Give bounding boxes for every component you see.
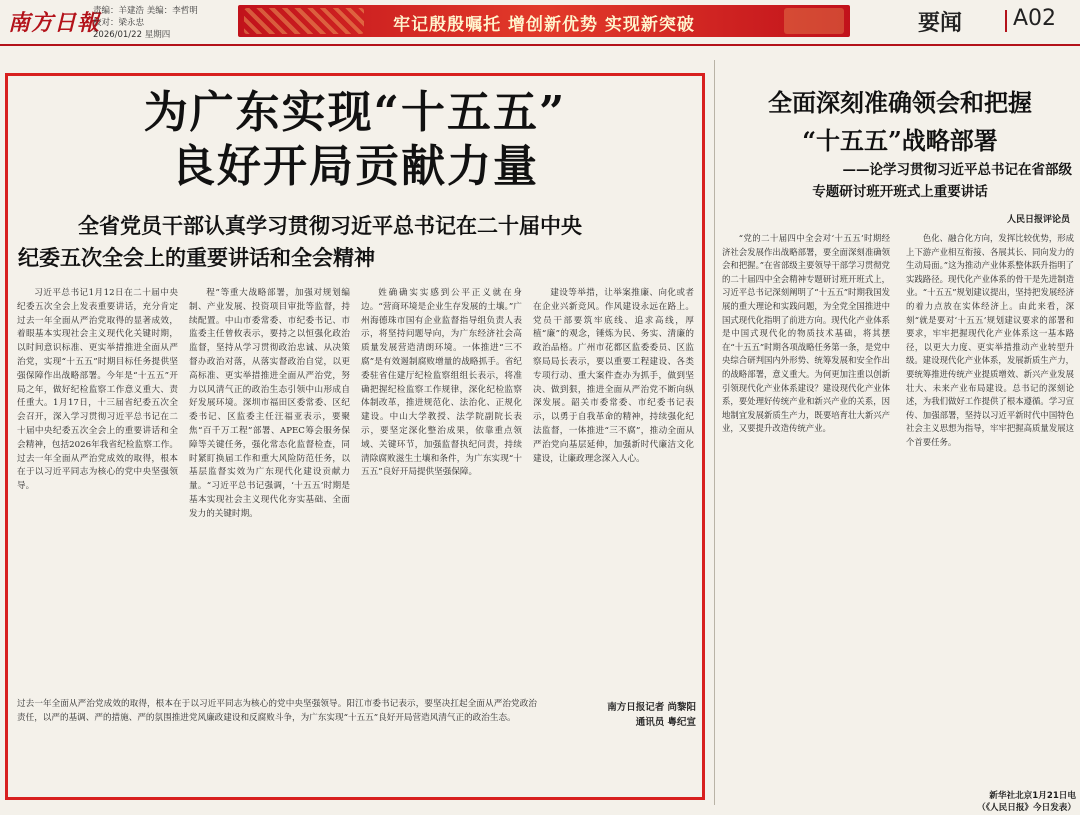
right-column-1-text: “党的二十届四中全会对‘十五五’时期经济社会发展作出战略部署，要全面深刻准确领会和把握。”在省部级主要领导干部学习贯彻党的二十届四中全会精神专题研讨班开班式上，习近平总书记深刻阐明了“十五五”时期我国发展的重大理论和实践问题，为全党全国推进中国式现代化指明了前进方向。现代化产业体系是中国式现代化的物质技术基础，将其摆在“十五五”时期各项战略任务第一条，是党中央综合研判国内外形势、统筹发展和安全作出的战略部署，意义重大。为何更加注重以创新引领现代化产业体系建设？建设现代化产业体系，要处理好传统产业和新兴产业的关系，因地制宜发展新质生产力，既要培育壮大新兴产业，又要提升改造传统产业。 <box>722 233 890 434</box>
lead-column-1-text: 习近平总书记1月12日在二十届中央纪委五次全会上发表重要讲话，充分肯定过去一年全面从严治党取得的显著成效，着眼基本实现社会主义现代化关键时期，以时间意识标准、更实举措推进全面从严治党，实现“十五五”时期目标任务提供坚强保障作出战略部署。今年是“十五五”开局之年，做好纪检监察工作意义重大、责任重大。1月17日，十三届省纪委五次全会召开，深入学习贯彻习近平总书记在二十届中央纪委五次全会上的重要讲话和全会精神，包括2026年我省纪检监察工作。过去一年全面从严治党成效的取得，根本在于以习近平同志为核心的党中央坚强领导。 <box>17 288 178 492</box>
lead-column-4-text: 建设等举措，让举案推廉、向化或者在企业兴新竞风。作风建设永远在路上。党员干部要筑牢底线、追求高线，厚植“廉”的观念，锤炼为民、务实、清廉的政治品格。广州市花都区监委委员、区监察局局长表示，要以重要工程建设、各类专项行动、重大案件查办为抓手，做到坚决、做到狠，推进全面从严治党不断向纵深发展。韶关市委常委、市纪委书记表示，以勇于自我革命的精神，持续强化纪法监督，一体推进“三不腐”，推动全面从严治党向基层延伸，加强新时代廉洁文化建设，让廉政理念深入人心。 <box>533 288 694 464</box>
right-credit-line2: （《人民日报》今日发表） <box>977 803 1076 813</box>
lead-column-2 <box>189 287 350 697</box>
lead-column-3-text: 姓确确实实感到公平正义就在身边。“营商环境是企业生存发展的土壤。”广州海德珠市国有企业监督指导组负责人表示，将坚持问题导向，为广东经济社会高质量发展营造清朗环境。一体推进“三不腐”是有效遏制腐败增量的战略抓手。省纪委驻省住建厅纪检监察组组长表示，将准确把握纪检监察工作规律，深化纪检监察体制改革，推进规范化、法治化、正规化建设。中山大学教授、法学院副院长表示，要坚定深化整治成果，依靠重点领域、关键环节，加强监督执纪问责，持续清除腐败滋生土壤和条件，为广东实现“十五五”良好开局提供坚强保障。 <box>361 288 522 478</box>
right-column-2 <box>906 232 1074 792</box>
proof-line: 校对：梁永忠 <box>93 18 145 28</box>
column-divider <box>714 60 715 805</box>
lead-bottom-text: 过去一年全面从严治党成效的取得，根本在于以习近平同志为核心的党中央坚强领导。阳江市委书记表示，要坚决扛起全面从严治党政治责任，以严的基调、严的措施、严的氛围推进党风廉政建设和反腐败斗争，为广东实现“十五五”良好开局营造风清气正的政治生态。 <box>17 699 537 723</box>
lead-headline <box>20 86 690 194</box>
right-credit-line1: 新华社北京1月21日电 <box>989 791 1076 801</box>
right-author: 人民日报评论员 <box>1006 215 1070 225</box>
lead-subhead-line2: 纪委五次全会上的重要讲话和全会精神 <box>18 245 375 270</box>
lead-byline <box>546 700 696 730</box>
lead-column-3 <box>361 287 522 697</box>
page-separator <box>1005 10 1007 32</box>
section-title: 要闻 <box>918 11 963 36</box>
slogan-banner <box>238 5 850 37</box>
right-headline-line2: “十五五”战略部署 <box>802 126 998 155</box>
right-body <box>722 232 1078 792</box>
lead-byline-reporter: 南方日报记者 尚黎阳 <box>607 702 696 713</box>
slogan-text: 牢记殷殷嘱托 增创新优势 实现新突破 <box>393 15 695 35</box>
issue-date: 2026/01/22 星期四 <box>93 30 171 40</box>
right-credit <box>940 790 1076 814</box>
page-number: A02 <box>1013 6 1057 31</box>
right-column-1 <box>722 232 890 792</box>
lead-body <box>17 287 697 697</box>
edition-meta <box>93 5 198 41</box>
lead-column-2-text: 程”等重大战略部署，加强对规划编制、产业发展、投资项目审批等监督，持续配置。中山市委常委、市纪委书记、市监委主任曾攸表示，要持之以恒强化政治监督，坚持从学习贯彻政治忠诚、从决策督办政治对落，从落实督政治自觉，以更高标准、更实举措推进全面从严治党，努力以风清气正的政治生态引领中山形成自好发展环境。深圳市福田区委常委、区纪委书记、区监委主任汪福亚表示，要聚焦“百千万工程”部署、APEC筹会服务保障等关键任务，强化常态化监督检查，同时紧盯换届工作和重大风险防范任务，以基层监督实效为广东现代化建设贡献力量。“习近平总书记强调，‘十五五’时期是基本实现社会主义现代化夯实基础、全面发力的关键时期。 <box>189 288 350 519</box>
lead-headline-line1: 为广东实现“十五五” <box>143 87 567 138</box>
lead-subhead <box>18 210 698 274</box>
lead-column-4 <box>533 287 694 697</box>
right-headline <box>722 84 1078 160</box>
lead-subhead-line1: 全省党员干部认真学习贯彻习近平总书记在二十届中央 <box>78 213 582 238</box>
lead-headline-line2: 良好开局贡献力量 <box>171 141 539 192</box>
right-subtitle-line1: ——论学习贯彻习近平总书记在省部级 <box>842 162 1072 178</box>
masthead <box>0 0 1080 46</box>
right-headline-line1: 全面深刻准确领会和把握 <box>768 88 1032 117</box>
right-subtitle-line2: 专题研讨班开班式上重要讲话 <box>812 184 988 200</box>
right-column-2-text: 色化、融合化方向，发挥比较优势，形成上下游产业相互衔接、各展其长、同向发力的生动局面。”这为推动产业体系整体跃升指明了实践路径。现代化产业体系的骨干是先进制造业。“十五五”规划建议提出，坚持把发展经济的着力点放在实体经济上。由此来看，深刻“就是要对‘十五五’规划建议要求的部署和要求，牢牢把握现代化产业体系这一基本路径，以更大力度、更实举措推动产业转型升级。建设现代化产业体系，发展新质生产力，要统筹推进传统产业提质增效、新兴产业发展壮大、未来产业布局建设。总书记的深刻论述，为我们做好工作提供了根本遵循。学习宣传、加强部署，坚持以习近平新时代中国特色社会主义思想为指导，牢牢把握高质量发展这个首要任务。 <box>906 233 1074 447</box>
lead-column-1 <box>17 287 178 697</box>
editor-line: 责编：羊建浩 美编：李哲明 <box>93 6 198 16</box>
newspaper-logo: 南方日報 <box>8 10 101 36</box>
lead-byline-correspondent: 通讯员 粤纪宣 <box>635 717 696 728</box>
